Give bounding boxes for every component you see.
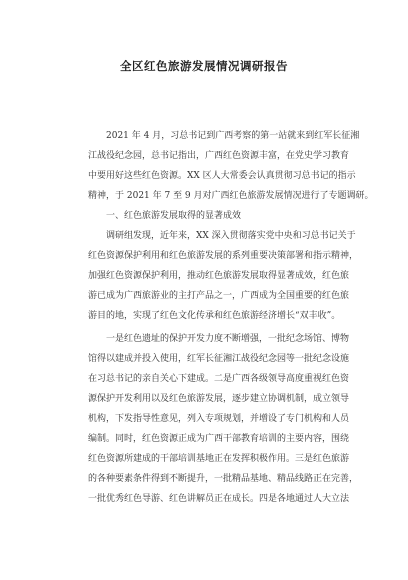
section-heading: [88, 206, 336, 226]
section-heading-text: 一、红色旅游发展取得的显著成效: [106, 211, 242, 221]
document-body: [88, 126, 374, 509]
text-line: 游目的地，实现了红色文化传承和红色旅游经济增长“双丰收”。: [88, 311, 341, 321]
document-title: 全区红色旅游发展情况调研报告: [120, 59, 288, 73]
text-line: 一是红色遗址的保护开发力度不断增强，一批纪念场馆、博物: [106, 334, 350, 344]
text-line: 精神，于 2021 年 7 至 9 月对广西红色旅游发展情况进行了专题调研。: [88, 191, 374, 201]
text-line: 游已成为广西旅游业的主打产品之一，广西成为全国重要的红色旅: [88, 291, 350, 301]
text-line: 江战役纪念园，总书记指出，广西红色资源丰富，在党史学习教育: [88, 151, 350, 161]
text-line: 编制。同时，红色资源正成为广西干部教育培训的主要内容，围绕: [88, 434, 350, 444]
text-line: 在习总书记的亲自关心下建成。二是广西各级领导高度重视红色资: [88, 374, 350, 384]
intro-paragraph: [88, 126, 374, 206]
text-line: 中要用好这些红色资源。XX 区人大常委会认真贯彻习总书记的指示: [88, 171, 356, 181]
text-line: 的各种要素条件得到不断提升，一批精品基地、精品线路正在完善，: [88, 474, 359, 484]
text-line: 调研组发现，近年来，XX 深入贯彻落实党中央和习总书记关于: [106, 231, 356, 241]
text-line: 机构，下发指导性意见，列入专项规划，并增设了专门机构和人员: [88, 414, 350, 424]
achievements-paragraph: [88, 329, 359, 509]
text-line: 红色资源所建成的干部培训基地正在发挥积极作用。三是红色旅游: [88, 454, 350, 464]
text-line: 源保护开发利用以及红色旅游发展，逐步建立协调机制，成立领导: [88, 394, 350, 404]
text-line: 一批优秀红色导游、红色讲解员正在成长。四是各地通过人大立法: [88, 494, 350, 504]
text-line: 馆得以建成并投入使用，红军长征湘江战役纪念园等一批纪念设施: [88, 354, 350, 364]
text-line: 2021 年 4 月，习总书记到广西考察的第一站就来到红军长征湘: [106, 131, 360, 141]
findings-paragraph: [88, 226, 359, 326]
text-line: 加强红色资源保护利用，推动红色旅游发展取得显著成效，红色旅: [88, 271, 350, 281]
text-line: 红色资源保护利用和红色旅游发展的系列重要决策部署和指示精神，: [88, 251, 359, 261]
